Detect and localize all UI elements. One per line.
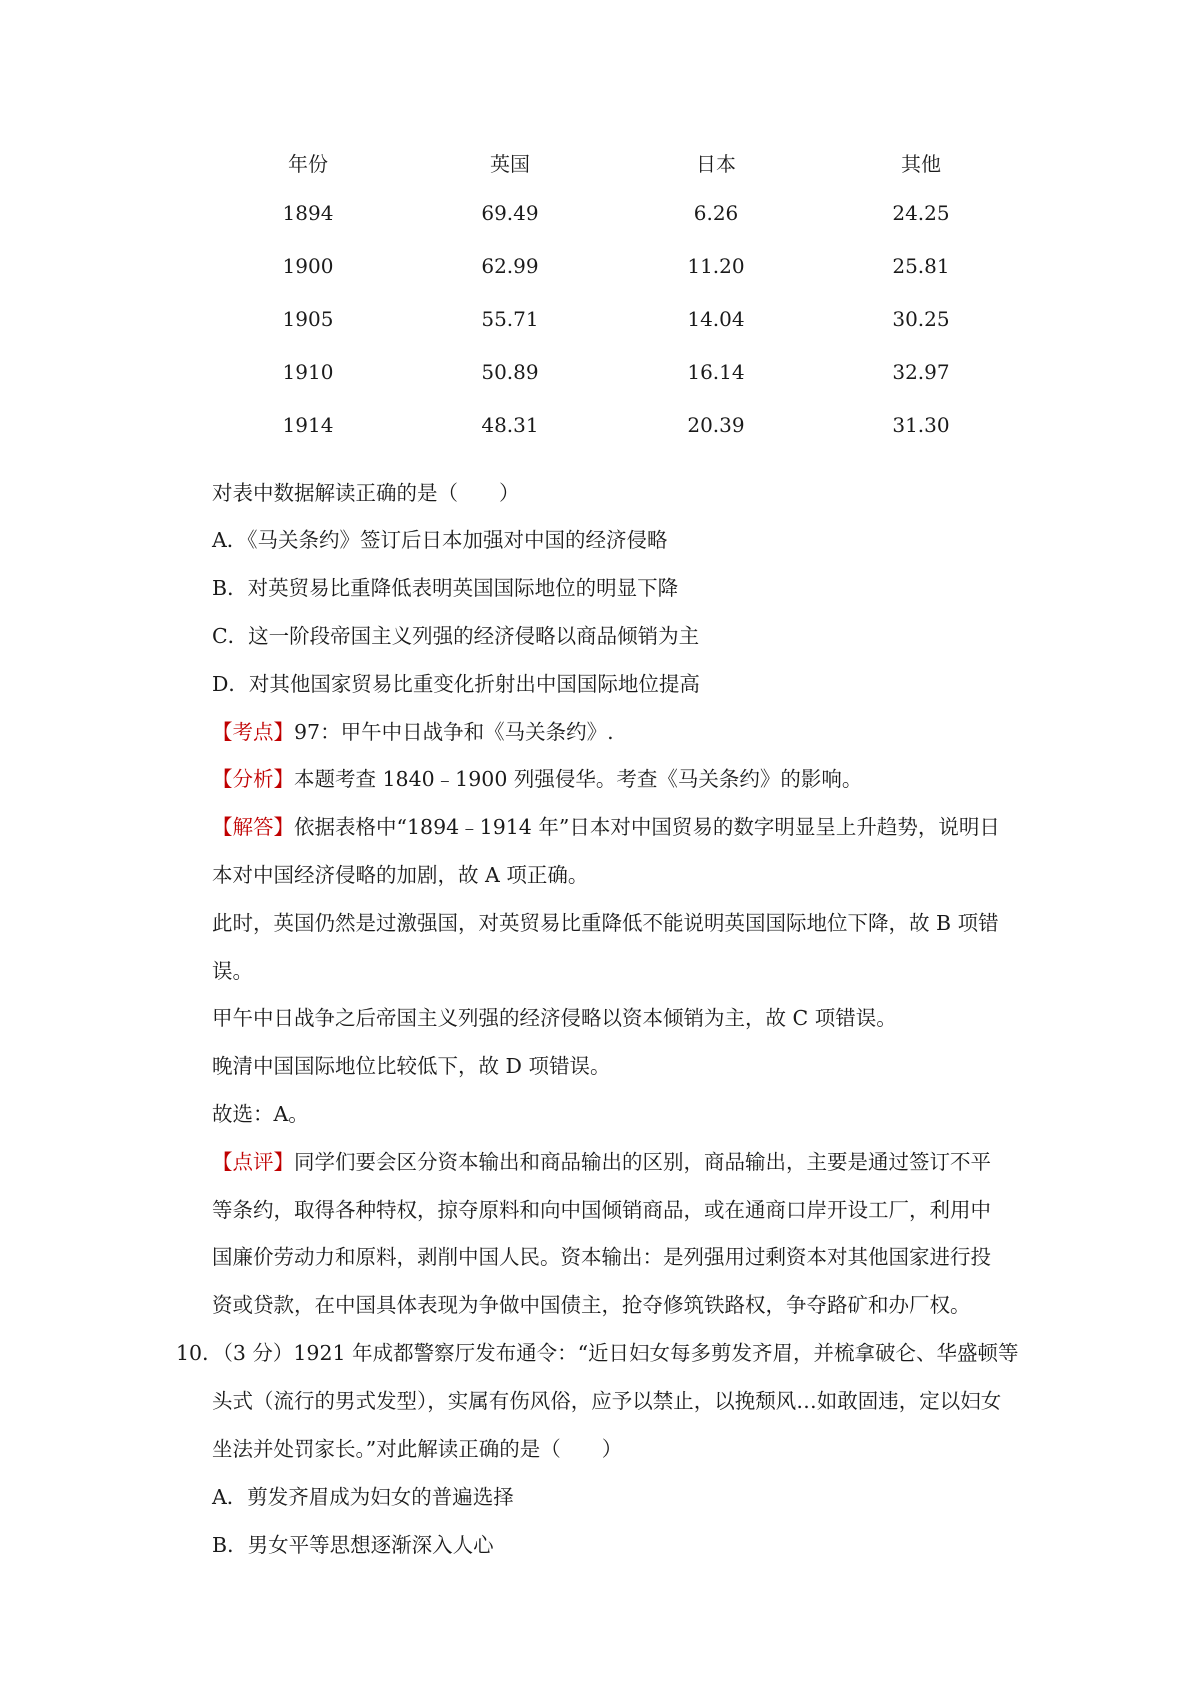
kaodian-text: 97：甲午中日战争和《马关条约》. (294, 720, 614, 744)
jieda-line: 此时，英国仍然是过激强国，对英贸易比重降低不能说明英国国际地位下降，故 B 项错 (212, 911, 999, 935)
fenxi-text: 本题考查 1840﹣1900 列强侵华。考查《马关条约》的影响。 (294, 767, 863, 791)
kaodian-line (212, 717, 1032, 747)
table-cell: 69.49 (481, 201, 539, 225)
jieda-line: 本对中国经济侵略的加剧，故 A 项正确。 (212, 863, 589, 887)
table-cell: 50.89 (481, 360, 539, 384)
jieda-line: 甲午中日战争之后帝国主义列强的经济侵略以资本倾销为主，故 C 项错误。 (212, 1006, 897, 1030)
table-cell: 1900 (282, 254, 334, 278)
table-cell: 24.25 (892, 201, 950, 225)
jieda-line: 晚清中国国际地位比较低下，故 D 项错误。 (212, 1054, 611, 1078)
question-10-line: 坐法并处罚家长。”对此解读正确的是（ ） (212, 1437, 623, 1461)
trade-table (250, 148, 1010, 466)
table-cell: 55.71 (481, 307, 539, 331)
table-cell: 48.31 (481, 413, 539, 437)
q10-option-a: A．剪发齐眉成为妇女的普遍选择 (212, 1485, 514, 1509)
dianping-line: 等条约，取得各种特权，掠夺原料和向中国倾销商品，或在通商口岸开设工厂，利用中 (212, 1198, 991, 1222)
table-cell: 1905 (282, 307, 334, 331)
table-header: 英国 (490, 152, 530, 176)
jieda-line: 误。 (212, 959, 253, 983)
option-d: D．对其他国家贸易比重变化折射出中国国际地位提高 (212, 672, 700, 696)
table-header: 年份 (288, 152, 328, 176)
dianping-line (212, 1147, 1032, 1177)
jieda-line (212, 812, 1032, 842)
q10-option-b: B．男女平等思想逐渐深入人心 (212, 1533, 494, 1557)
jieda-answer: 故选：A。 (212, 1102, 309, 1126)
dianping-line: 国廉价劳动力和原料，剥削中国人民。资本输出：是列强用过剩资本对其他国家进行投 (212, 1245, 991, 1269)
kaodian-tag: 【考点】 (212, 720, 294, 744)
dianping-line: 资或贷款，在中国具体表现为争做中国债主，抢夺修筑铁路权，争夺路矿和办厂权。 (212, 1293, 971, 1317)
table-cell: 20.39 (687, 413, 745, 437)
table-cell: 31.30 (892, 413, 950, 437)
table-cell: 25.81 (892, 254, 950, 278)
question-10-line: 10．（3 分）1921 年成都警察厅发布通令：“近日妇女每多剪发齐眉，并梳拿破仑、华盛顿等 (176, 1341, 1019, 1365)
table-cell: 30.25 (892, 307, 950, 331)
table-cell: 62.99 (481, 254, 539, 278)
table-cell: 14.04 (687, 307, 745, 331)
table-cell: 1910 (282, 360, 334, 384)
table-cell: 32.97 (892, 360, 950, 384)
fenxi-line (212, 764, 1032, 794)
table-header: 其他 (901, 152, 941, 176)
option-a: A．《马关条约》签订后日本加强对中国的经济侵略 (212, 528, 668, 552)
option-b: B．对英贸易比重降低表明英国国际地位的明显下降 (212, 576, 679, 600)
table-cell: 6.26 (693, 201, 739, 225)
table-row (250, 254, 1010, 307)
table-cell: 1894 (282, 201, 334, 225)
table-cell: 1914 (282, 413, 334, 437)
table-row (250, 201, 1010, 254)
question-10-line: 头式（流行的男式发型），实属有伤风俗，应予以禁止，以挽颓风…如敢固违，定以妇女 (212, 1389, 1002, 1413)
table-header-row (250, 148, 1010, 201)
jieda-tag: 【解答】 (212, 815, 294, 839)
table-row (250, 307, 1010, 360)
question-stem: 对表中数据解读正确的是（ ） (212, 481, 520, 505)
dianping-tag: 【点评】 (212, 1150, 294, 1174)
table-cell: 16.14 (687, 360, 745, 384)
table-cell: 11.20 (687, 254, 745, 278)
table-row (250, 360, 1010, 413)
fenxi-tag: 【分析】 (212, 767, 294, 791)
dianping-text: 同学们要会区分资本输出和商品输出的区别，商品输出，主要是通过签订不平 (294, 1150, 991, 1174)
table-header: 日本 (696, 152, 736, 176)
table-row (250, 413, 1010, 466)
jieda-text: 依据表格中“1894﹣1914 年”日本对中国贸易的数字明显呈上升趋势，说明日 (294, 815, 1000, 839)
option-c: C．这一阶段帝国主义列强的经济侵略以商品倾销为主 (212, 624, 700, 648)
